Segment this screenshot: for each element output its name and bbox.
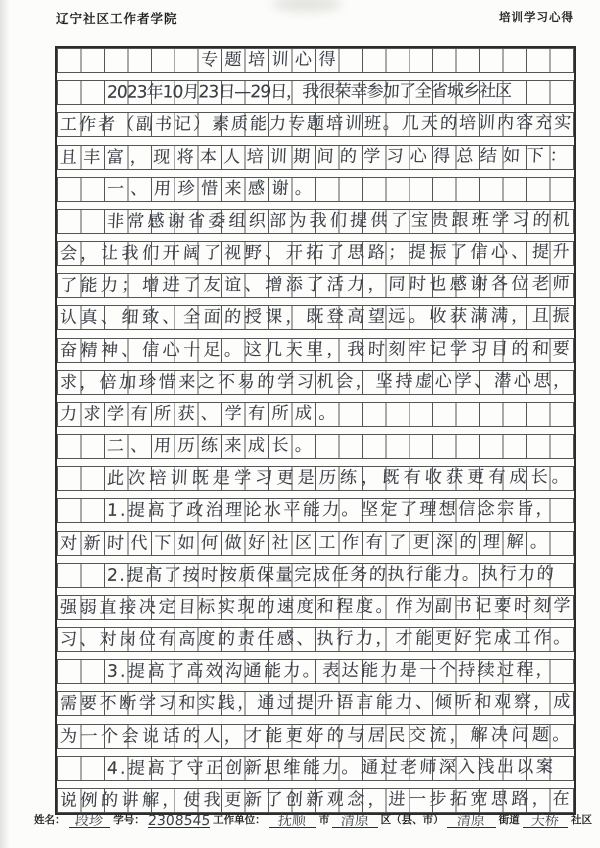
handwritten-line: 求，倍加珍惜来之不易的学习机会，坚持虚心学、潜心思， — [59, 370, 574, 393]
handwritten-line: 为一个会说话的人，才能更好的与居民交流，解决问题。 — [59, 724, 574, 747]
handwritten-line: 说例的讲解，使我更新了创新观念，进一步拓宽思路，在 — [59, 789, 574, 811]
grid-row — [57, 177, 574, 202]
grid-row — [57, 273, 574, 298]
handwritten-line: 强弱直接决定目标实现的速度和程度。作为副书记要时刻学 — [59, 596, 574, 618]
grid-row — [57, 498, 574, 523]
handwritten-line: 此次培训既是学习更是历练，既有收获更有成长。 — [106, 467, 574, 490]
handwritten-line: 4.提高了守正创新思维能力。通过老师深入浅出以案 — [106, 756, 556, 779]
grid-row — [57, 466, 574, 491]
grid-row — [57, 305, 574, 330]
composition-sheet — [55, 46, 576, 815]
grid-row — [57, 241, 574, 266]
name-label: 姓名： — [34, 814, 66, 826]
grid-row — [57, 338, 574, 363]
city-value: 抚顺 — [277, 813, 307, 829]
district-blank — [332, 814, 377, 828]
handwritten-line: 习、对岗位有高度的责任感、执行力，才能更好完成工作。 — [59, 628, 574, 650]
grid-row — [57, 370, 574, 395]
handwritten-line: 且丰富，现将本人培训期间的学习心得总结如下： — [59, 145, 574, 168]
community-suffix-label: 社区 — [571, 814, 592, 826]
handwritten-line: 对新时代下如何做好社区工作有了更深的理解。 — [59, 531, 555, 554]
handwritten-line: 一、用珍惜来感谢。 — [106, 178, 320, 200]
grid-row — [57, 434, 574, 459]
name-value: 段珍 — [74, 813, 104, 829]
name-blank — [69, 814, 111, 828]
community-value: 天桥 — [530, 813, 560, 829]
grid-row — [57, 788, 574, 813]
grid-row — [57, 756, 574, 781]
district-suffix-label: 区（县、市） — [380, 814, 444, 826]
handwritten-line: 3.提高了高效沟通能力。表达能力是一个持续过程， — [106, 660, 556, 683]
grid-row — [57, 48, 574, 73]
handwritten-line: 了能力；增进了友谊、增添了活力，同时也感谢各位老师 — [59, 274, 574, 297]
street-value: 清原 — [456, 813, 486, 829]
community-blank — [523, 814, 568, 828]
handwritten-line: 专题培训心得 — [200, 49, 343, 71]
footer-info-line — [33, 812, 593, 828]
handwritten-line: 奋精神、信心十足。这几天里，我时刻牢记学习目的和要 — [59, 338, 574, 361]
grid-row — [57, 531, 574, 556]
grid-row — [57, 724, 574, 749]
scan-edge-shadow — [0, 0, 10, 848]
handwritten-line: 工作者（副书记）素质能力专题培训班。几天的培训内容充实 — [59, 113, 574, 136]
handwritten-line: 认真、细致、全面的授课，既登高望远。收获满满，且振 — [59, 306, 574, 329]
handwritten-line: 会，让我们开阔了视野、开拓了思路；提振了信心、提升 — [59, 242, 574, 264]
student-id-value: 2308545 — [147, 813, 211, 829]
header-doc-title: 培训学习心得 — [499, 10, 574, 24]
handwritten-line: 1.提高了政治理论水平能力。坚定了理想信念宗旨， — [106, 499, 556, 522]
grid-row — [57, 112, 574, 137]
district-value: 清原 — [340, 813, 370, 829]
scan-smudge — [272, 0, 342, 12]
grid-row — [57, 80, 574, 105]
handwritten-line: 非常感谢省委组织部为我们提供了宝贵跟班学习的机 — [106, 210, 574, 232]
handwritten-line: 需要不断学习和实践，通过提升语言能力、倾听和观察，成 — [59, 692, 574, 715]
city-blank — [269, 814, 316, 828]
grid-row — [57, 691, 574, 716]
handwritten-line: 2023年10月23日—29日，我很荣幸参加了全省城乡社区 — [106, 81, 512, 103]
grid-row — [57, 595, 574, 620]
grid-row — [57, 145, 574, 170]
grid-row — [57, 209, 574, 234]
grid-row — [57, 563, 574, 588]
handwritten-line: 二、用历练来成长。 — [106, 435, 320, 457]
city-suffix-label: 市 — [318, 814, 330, 826]
student-id-blank — [148, 814, 210, 828]
grid-row — [57, 402, 574, 427]
street-blank — [447, 814, 496, 828]
street-suffix-label: 街道 — [498, 814, 520, 826]
student-id-label: 学号： — [113, 814, 145, 826]
handwritten-line: 2.提高了按时按质保量完成任务的执行能力。执行力的 — [106, 563, 556, 586]
header-school-name: 辽宁社区工作者学院 — [56, 11, 178, 26]
work-unit-label: 工作单位： — [213, 814, 266, 826]
grid-row — [57, 627, 574, 652]
handwritten-line: 力求学有所获、学有所成。 — [59, 403, 343, 425]
grid-row — [57, 659, 574, 684]
